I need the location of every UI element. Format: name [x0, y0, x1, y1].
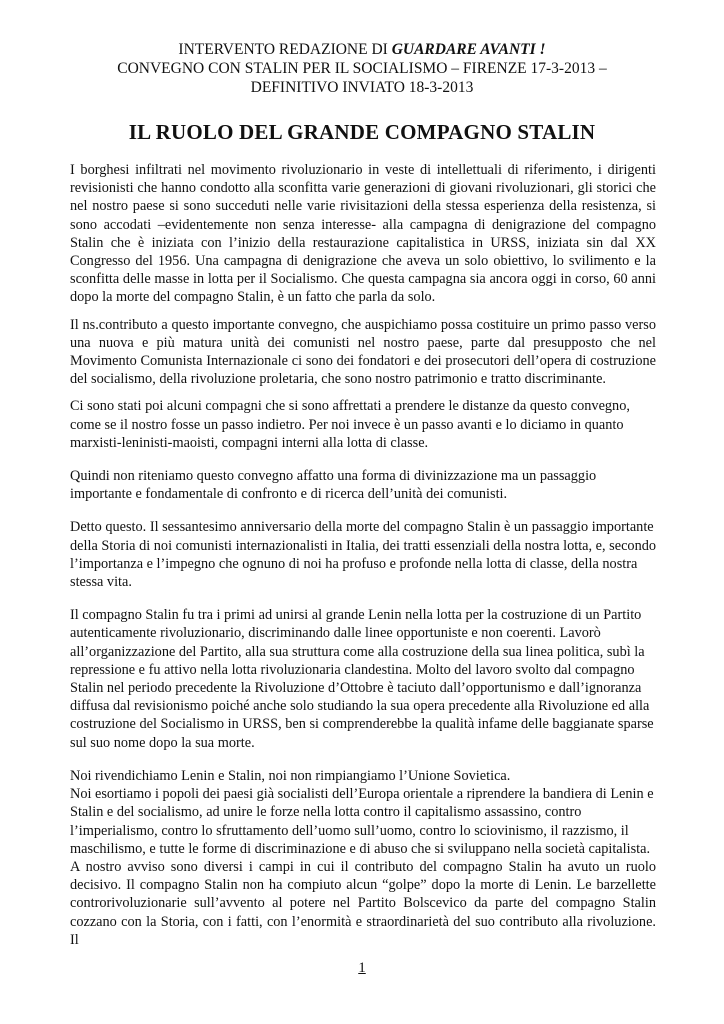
paragraph-7: Noi rivendichiamo Lenin e Stalin, noi non rimpiangiamo l’Unione Sovietica.	[70, 767, 511, 784]
paragraph-9: A nostro avviso sono diversi i campi in cui il contributo del compagno Stalin ha avuto un ruolo decisivo. Il compagno Stalin non ha compiuto alcun “golpe” dopo la morte di Lenin. Le barzellette controrivoluzionarie sull’avvento al potere nel Partito Bolscevico da parte del compagno Stalin cozzano con la Storia, con i fatti, con l’enormità e straordinarietà del suo contributo alla rivoluzione. Il	[70, 858, 656, 948]
paragraph-5: Detto questo. Il sessantesimo anniversario della morte del compagno Stalin è un passaggio importante della Storia di noi comunisti internazionalisti in Italia, dei tratti essenziali della nostra lotta, e, secondo l’importanza e l’impegno che ognuno di noi ha profuso e profonde nella lotta di classe, della nostra stessa vita.	[70, 519, 657, 591]
document-body	[70, 161, 656, 949]
document-header	[60, 40, 664, 97]
page-number: 1	[358, 960, 366, 976]
header-publication-name: GUARDARE AVANTI !	[391, 41, 546, 58]
header-line-3: DEFINITIVO INVIATO 18-3-2013	[250, 79, 474, 96]
document-title: IL RUOLO DEL GRANDE COMPAGNO STALIN	[128, 120, 596, 144]
header-line-1	[60, 40, 664, 59]
paragraph-8: Noi esortiamo i popoli dei paesi già socialisti dell’Europa orientale a riprendere la bandiera di Lenin e Stalin e del socialismo, ad unire le forze nella lotta contro il capitalismo assassino, contro l’imperialismo, contro lo sfruttamento dell’uomo sull’uomo, contro lo sciovinismo, il razzismo, il maschilismo, e tutte le forme di discriminazione e di abuso che si sviluppano nella società capitalista.	[70, 786, 654, 857]
paragraph-1: I borghesi infiltrati nel movimento rivoluzionario in veste di intellettuali di riferimento, i dirigenti revisionisti che hanno condotto alla sconfitta varie generazioni di giovani rivoluzionari, gli storici che nel nostro paese si sono succeduti nelle varie rivisitazioni della stessa esperienza della resistenza, si sono accodati –evidentemente non senza interesse- alla campagna di denigrazione del compagno Stalin che è iniziata con l’inizio della restaurazione capitalistica in URSS, iniziata sin dal XX Congresso del 1956. Una campagna di denigrazione che aveva un solo obiettivo, lo svilimento e la sconfitta delle masse in lotta per il Socialismo. Che questa campagna sia ancora oggi in corso, 60 anni dopo la morte del compagno Stalin, è un fatto che parla da solo.	[70, 162, 656, 306]
header-line-1-prefix: INTERVENTO REDAZIONE DI	[178, 41, 392, 58]
paragraph-6: Il compagno Stalin fu tra i primi ad unirsi al grande Lenin nella lotta per la costruzione di un Partito autenticamente rivoluzionario, discriminando dalle linee opportuniste e non coerenti. Lavorò all’organizzazione del Partito, alla sua struttura come alla costruzione della sua linea politica, subì la repressione e fu attivo nella lotta rivoluzionaria clandestina. Molto del lavoro svolto dal compagno Stalin nel periodo precedente la Rivoluzione d’Ottobre è taciuto dall’opportunismo e dall’ignoranza diffusa dal revisionismo poiché anche solo studiando la sua opera precedente alla Rivoluzione ed alla costruzione del Socialismo in URSS, ben si comprenderebbe la qualità infame delle baggianate sparse sul suo nome dopo la sua morte.	[70, 607, 654, 751]
paragraph-3: Ci sono stati poi alcuni compagni che si sono affrettati a prendere le distanze da questo convegno, come se il nostro fosse un passo indietro. Per noi invece è un passo avanti e lo diciamo in quanto marxisti-leninisti-maoisti, compagni interni alla lotta di classe.	[70, 398, 630, 451]
header-line-2: CONVEGNO CON STALIN PER IL SOCIALISMO – FIRENZE 17-3-2013 –	[117, 60, 607, 77]
paragraph-4: Quindi non riteniamo questo convegno affatto una forma di divinizzazione ma un passaggio importante e fondamentale di confronto e di ricerca dell’unità dei comunisti.	[70, 468, 597, 503]
paragraph-2: Il ns.contributo a questo importante convegno, che auspichiamo possa costituire un primo passo verso una nuova e più matura unità dei comunisti nel nostro paese, parte dal presupposto che nel Movimento Comunista Internazionale ci sono dei fondatori e dei prosecutori dell’opera di costruzione del socialismo, della rivoluzione proletaria, che sono nostro patrimonio e tratto discriminante.	[70, 316, 656, 388]
